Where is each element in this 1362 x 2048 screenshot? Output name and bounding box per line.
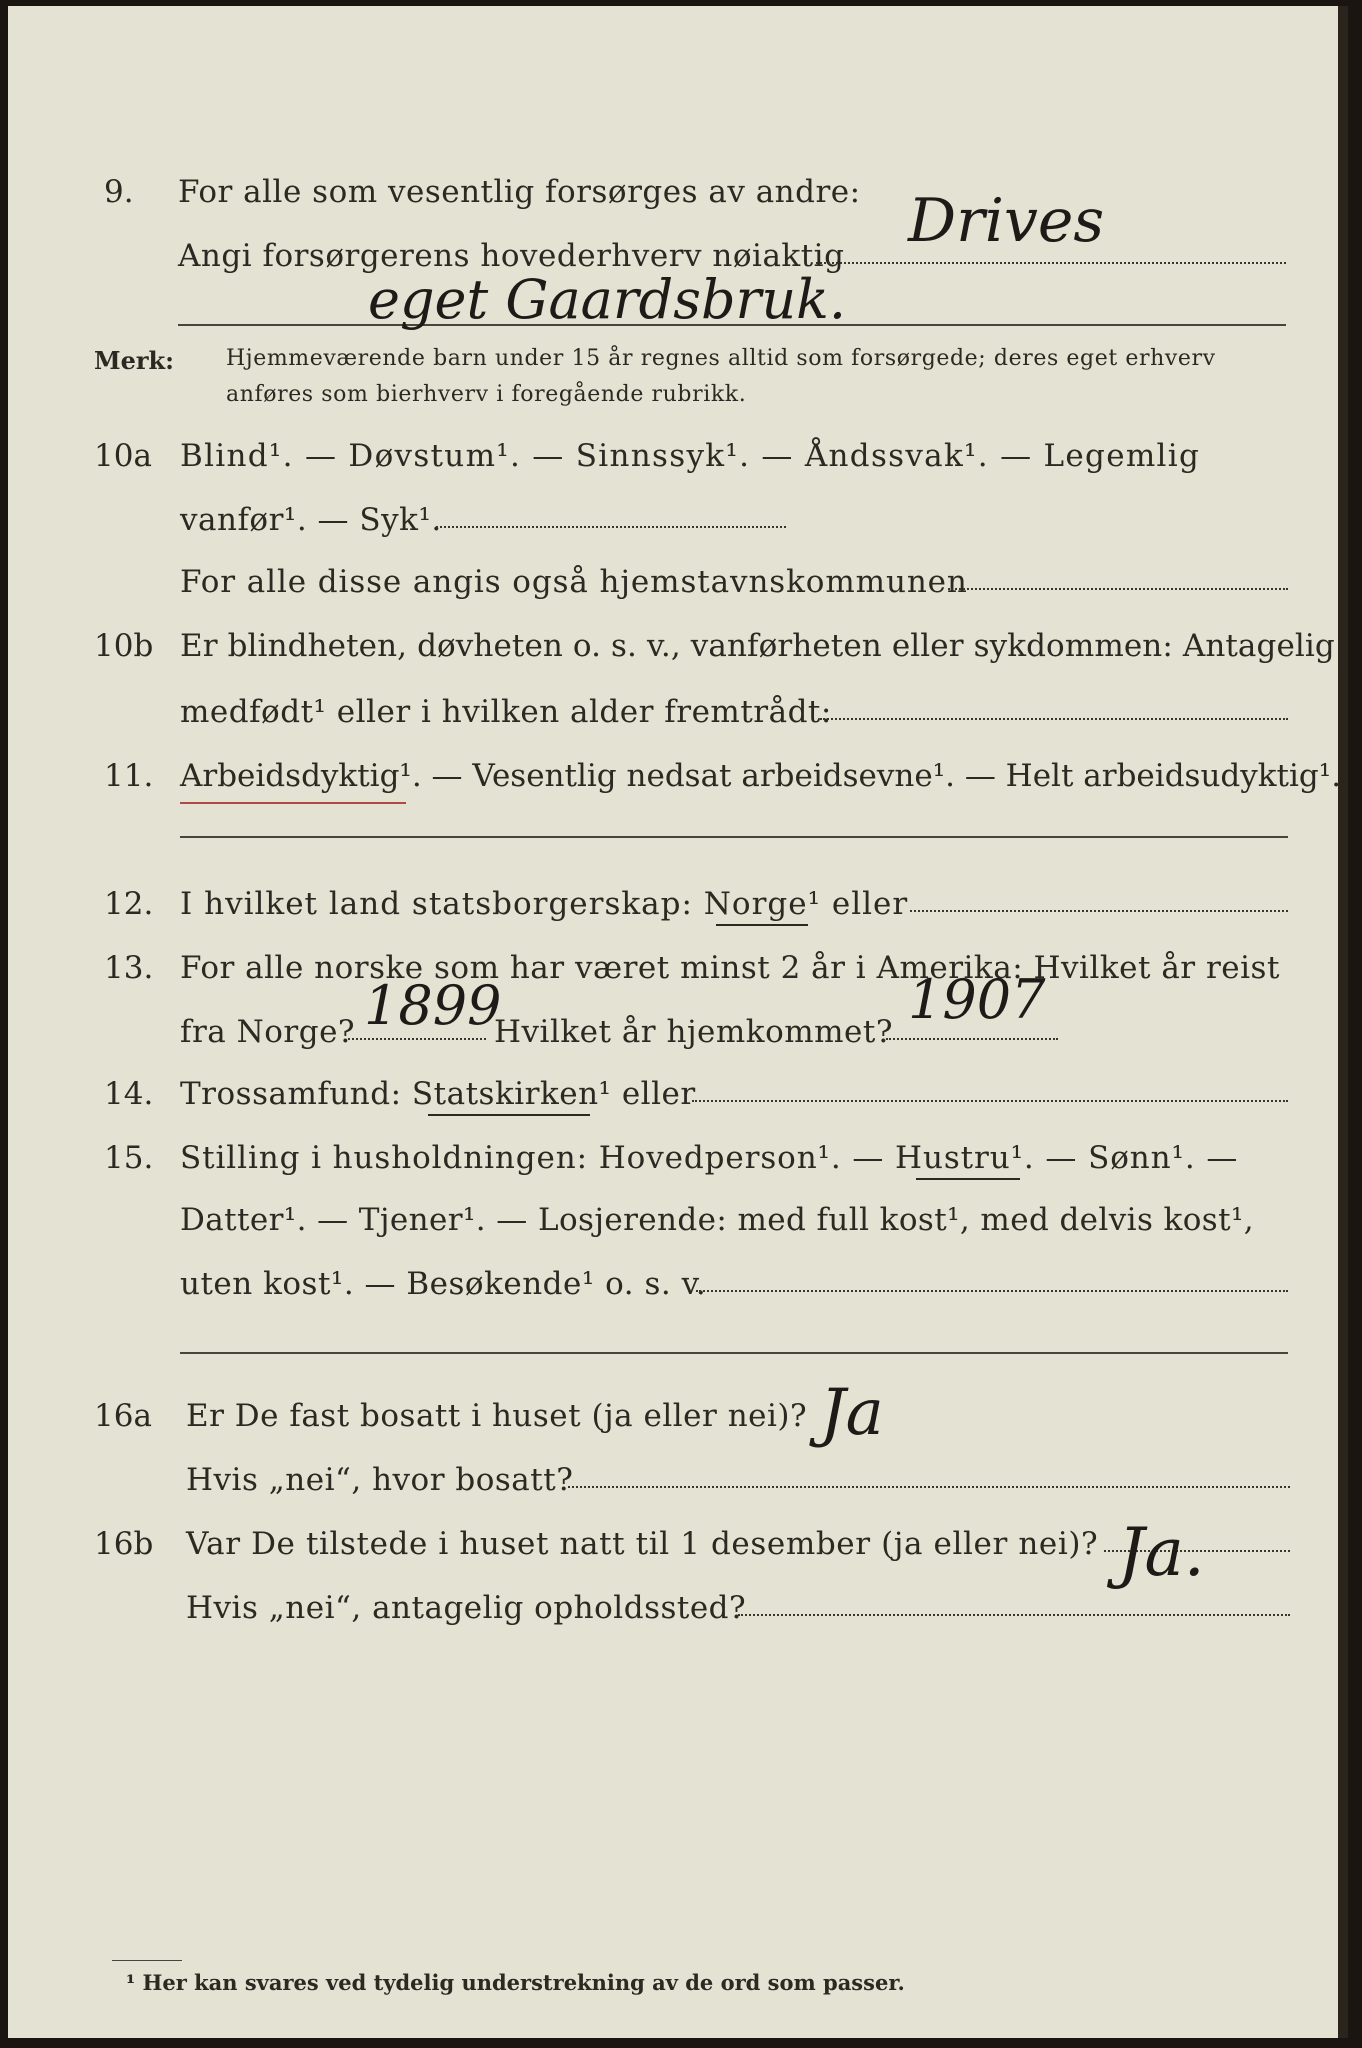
q15-line2: Datter¹. — Tjener¹. — Losjerende: med full kost¹, med delvis kost¹, (180, 1202, 1255, 1238)
q16a-number: 16a (94, 1398, 152, 1434)
q15-hustru-underline (916, 1178, 1020, 1180)
q13-number: 13. (104, 950, 154, 986)
q16a-line2: Hvis „nei“, hvor bosatt? (186, 1462, 574, 1498)
census-form-page (8, 6, 1348, 2038)
q10a-line1: Blind¹. — Døvstum¹. — Sinnssyk¹. — Åndssvak¹. — Legemlig (180, 438, 1201, 474)
q10a-dotted-line-1 (436, 526, 786, 528)
q10a-dotted-line-2 (948, 588, 1288, 590)
q12-number: 12. (104, 886, 154, 922)
q16b-dotted-line-2 (738, 1614, 1290, 1616)
q9-line1: For alle som vesentlig forsørges av andre: (178, 174, 861, 210)
q12-norge-underline (716, 924, 808, 926)
q10b-line2: medfødt¹ eller i hvilken alder fremtrådt: (180, 694, 832, 730)
q10b-dotted-line (820, 718, 1288, 720)
q9-line2: Angi forsørgerens hovederhverv nøiaktig (178, 238, 845, 274)
q16a-dotted-line (568, 1486, 1290, 1488)
q15-number: 15. (104, 1140, 154, 1176)
q9-answer-handwritten-1: Drives (908, 186, 1105, 256)
q14-dotted-line (692, 1100, 1288, 1102)
q15-answer-rule (180, 1352, 1288, 1354)
q9-dotted-line-1 (816, 262, 1286, 264)
q11-red-underline (180, 802, 406, 804)
note-label: Merk: (94, 346, 174, 375)
q13-line2-hjem: Hvilket år hjemkommet? (494, 1014, 893, 1050)
q10b-line1: Er blindheten, døvheten o. s. v., vanførheten eller sykdommen: Antagelig (180, 628, 1335, 664)
q13-dotted-reist (348, 1038, 486, 1040)
q12-line1: I hvilket land statsborgerskap: Norge¹ eller (180, 886, 909, 922)
q10b-number: 10b (94, 628, 154, 664)
q15-line3: uten kost¹. — Besøkende¹ o. s. v. (180, 1266, 707, 1302)
q14-number: 14. (104, 1076, 154, 1112)
q16b-line1: Var De tilstede i huset natt til 1 desember (ja eller nei)? (186, 1526, 1099, 1562)
note-line2: anføres som bierhverv i foregående rubrikk. (226, 382, 747, 407)
q11-answer-rule (180, 836, 1288, 838)
q9-number: 9. (104, 174, 134, 210)
q16b-number: 16b (94, 1526, 154, 1562)
q10a-line2: vanfør¹. — Syk¹. (180, 502, 442, 538)
q16b-line2: Hvis „nei“, antagelig opholdssted? (186, 1590, 747, 1626)
q15-dotted-line (696, 1290, 1288, 1292)
q16a-answer: Ja (820, 1376, 884, 1450)
q11-number: 11. (104, 758, 154, 794)
q15-line1: Stilling i husholdningen: Hovedperson¹. — Hustru¹. — Sønn¹. — (180, 1140, 1239, 1176)
q13-answer-reist: 1899 (364, 974, 502, 1037)
q9-answer-handwritten-2: eget Gaardsbruk. (368, 268, 847, 331)
q14-statskirken-underline (428, 1114, 590, 1116)
footnote-rule (112, 1960, 182, 1961)
q13-dotted-hjem (886, 1038, 1058, 1040)
q10a-number: 10a (94, 438, 152, 474)
q16b-answer: Ja. (1118, 1514, 1205, 1591)
q10a-line3: For alle disse angis også hjemstavnskommunen (180, 564, 968, 600)
q13-answer-hjem: 1907 (908, 968, 1046, 1031)
q13-line2-reist: fra Norge? (180, 1014, 356, 1050)
q13-line1: For alle norske som har været minst 2 år i Amerika: Hvilket år reist (180, 950, 1280, 986)
q12-dotted-line (910, 910, 1288, 912)
q14-line1: Trossamfund: Statskirken¹ eller (180, 1076, 696, 1112)
note-line1: Hjemmeværende barn under 15 år regnes alltid som forsørgede; deres eget erhverv (226, 346, 1216, 371)
q16a-line1: Er De fast bosatt i huset (ja eller nei)? (186, 1398, 808, 1434)
footnote-text: ¹ Her kan svares ved tydelig understrekning av de ord som passer. (126, 1970, 905, 1995)
q11-line1: Arbeidsdyktig¹. — Vesentlig nedsat arbeidsevne¹. — Helt arbeidsudyktig¹. (180, 758, 1342, 794)
